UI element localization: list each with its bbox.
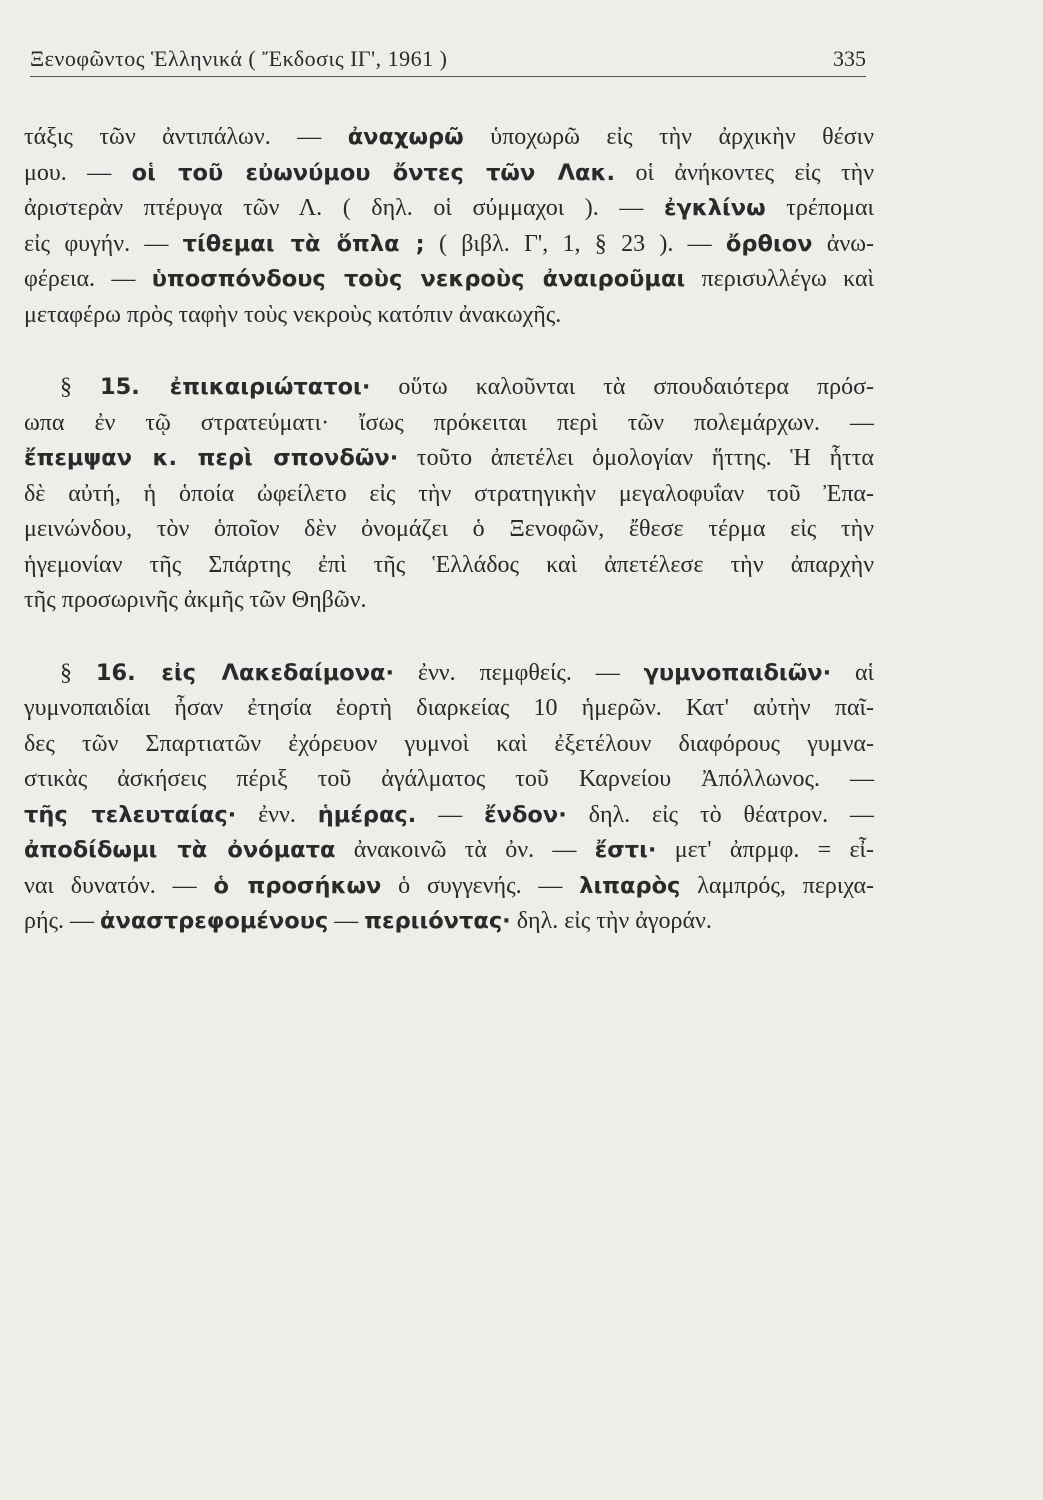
section-heading: 15. ἐπικαιριώτατοι· [100, 374, 371, 400]
text-line: δες τῶν Σπαρτιατῶν ἐχόρευον γυμνοὶ καὶ ἐξετέλουν διαφόρους γυμνα- [24, 730, 874, 757]
text-line: ναι δυνατόν. — ὁ προσήκων ὁ συγγενής. — λιπαρὸς λαμπρός, περιχα- [24, 872, 875, 899]
running-header [30, 46, 866, 77]
lemma: λιπαρὸς [579, 872, 681, 899]
text-line: μεινώνδου, τὸν ὁποῖον δὲν ὀνομάζει ὁ Ξενοφῶν, ἔθεσε τέρμα εἰς τὴν [24, 516, 874, 542]
lemma: ἔστι· [594, 837, 657, 863]
text-line: δὲ αὐτή, ἡ ὁποία ὠφείλετο εἰς τὴν στρατηγικὴν μεγαλοφυΐαν τοῦ Ἐπα- [24, 480, 874, 507]
commentary-paragraph-16 [24, 656, 874, 940]
text-line: ἔπεμψαν κ. περὶ σπονδῶν· τοῦτο ἀπετέλει ὁμολογίαν ἥττης. Ἡ ἧττα [24, 445, 874, 471]
lemma: ἐγκλίνω [663, 195, 766, 221]
text-line: ρής. — ἀναστρεφομένους — περιιόντας· δηλ. εἰς τὴν ἀγοράν. [24, 908, 712, 934]
lemma: οἱ τοῦ εὐωνύμου ὄντες τῶν Λακ. [131, 159, 616, 186]
lemma: ἡμέρας. [317, 801, 417, 828]
text-line: § 16. εἰς Λακεδαίμονα· ἐνν. πεμφθείς. — γυμνοπαιδιῶν· αἱ [60, 659, 874, 686]
lemma: τῆς τελευταίας· [24, 801, 237, 828]
lemma: ὑποσπόνδους τοὺς νεκροὺς ἀναιροῦμαι [151, 266, 686, 292]
lemma: ἀποδίδωμι τὰ ὀνόματα [24, 837, 336, 863]
text-line: ἀριστερὰν πτέρυγα τῶν Λ. ( δηλ. οἱ σύμμαχοι ). — ἐγκλίνω τρέπομαι [24, 195, 875, 221]
page-number: 335 [833, 46, 866, 71]
lemma: τίθεμαι τὰ ὅπλα ; [182, 230, 425, 257]
text-line: τῆς τελευταίας· ἐνν. ἡμέρας. — ἔνδον· δηλ. εἰς τὸ θέατρον. — [24, 801, 874, 828]
lemma: ἔπεμψαν κ. περὶ σπονδῶν· [24, 445, 399, 471]
page-body [24, 120, 874, 940]
text-line: τάξις τῶν ἀντιπάλων. — ἀναχωρῶ ὑποχωρῶ εἰς τὴν ἀρχικὴν θέσιν [24, 124, 874, 150]
lemma: ἀναχωρῶ [347, 124, 464, 150]
text-line: ἀποδίδωμι τὰ ὀνόματα ἀνακοινῶ τὰ ὀν. — ἔστι· μετ' ἀπρμφ. = εἶ- [24, 837, 874, 863]
section-heading: 16. εἰς Λακεδαίμονα· [95, 659, 395, 686]
lemma: γυμνοπαιδιῶν· [643, 659, 832, 686]
header-title: Ξενοφῶντος Ἑλληνικά ( Ἔκδοσις ΙΓ', 1961 ) [30, 46, 448, 71]
text-line: φέρεια. — ὑποσπόνδους τοὺς νεκροὺς ἀναιροῦμαι περισυλλέγω καὶ [24, 266, 875, 292]
commentary-paragraph-15 [24, 370, 874, 619]
text-line: τῆς προσωρινῆς ἀκμῆς τῶν Θηβῶν. [24, 587, 367, 613]
text-line: § 15. ἐπικαιριώτατοι· οὕτω καλοῦνται τὰ σπουδαιότερα πρόσ- [60, 374, 874, 400]
lemma: ἔνδον· [484, 801, 567, 828]
text-line: γυμνοπαιδίαι ἦσαν ἐτησία ἑορτὴ διαρκείας 10 ἡμερῶν. Κατ' αὐτὴν παῖ- [24, 695, 874, 721]
text-line: μεταφέρω πρὸς ταφὴν τοὺς νεκροὺς κατόπιν ἀνακωχῆς. [24, 301, 562, 328]
text-line: μου. — οἱ τοῦ εὐωνύμου ὄντες τῶν Λακ. οἱ ἀνήκοντες εἰς τὴν [24, 159, 875, 186]
commentary-paragraph-14 [24, 120, 874, 333]
lemma: ὁ προσήκων [213, 872, 382, 899]
lemma: περιιόντας· [364, 908, 511, 934]
text-line: ἡγεμονίαν τῆς Σπάρτης ἐπὶ τῆς Ἑλλάδος καὶ ἀπετέλεσε τὴν ἀπαρχὴν [24, 551, 874, 578]
text-line: ωπα ἐν τῷ στρατεύματι· ἴσως πρόκειται περὶ τῶν πολεμάρχων. — [24, 409, 874, 436]
text-line: εἰς φυγήν. — τίθεμαι τὰ ὅπλα ; ( βιβλ. Γ', 1, § 23 ). — ὄρθιον ἀνω- [24, 230, 874, 257]
text-line: στικὰς ἀσκήσεις πέριξ τοῦ ἀγάλματος τοῦ Καρνείου Ἀπόλλωνος. — [24, 766, 874, 792]
lemma: ὄρθιον [725, 230, 813, 257]
lemma: ἀναστρεφομένους [100, 908, 329, 934]
